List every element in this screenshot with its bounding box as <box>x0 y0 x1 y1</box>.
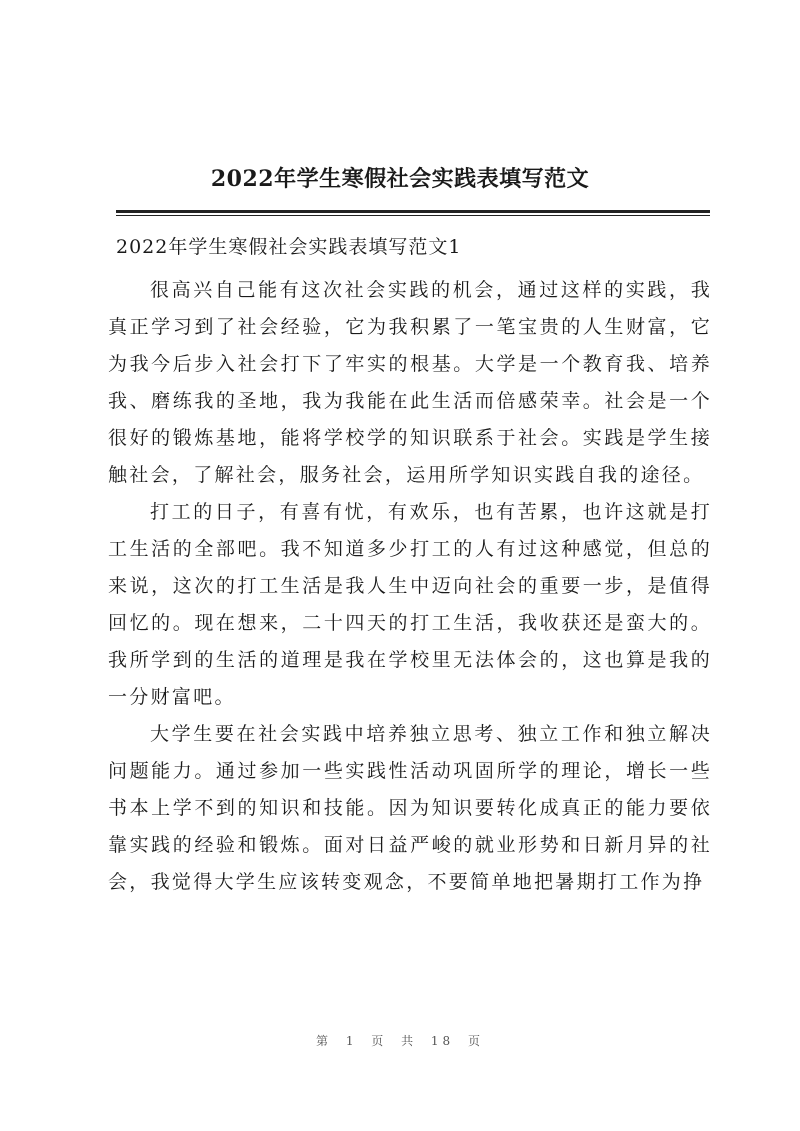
document-body <box>108 272 712 901</box>
document-title: 2022年学生寒假社会实践表填写范文 <box>210 166 590 192</box>
paragraph: 打工的日子，有喜有忧，有欢乐，也有苦累，也许这就是打工生活的全部吧。我不知道多少打工的人有过这种感觉，但总的来说，这次的打工生活是我人生中迈向社会的重要一步，是值得回忆的。现在想来，二十四天的打工生活，我收获还是蛮大的。我所学到的生活的道理是我在学校里无法体会的，这也算是我的一分财富吧。 <box>108 501 712 708</box>
paragraph: 大学生要在社会实践中培养独立思考、独立工作和独立解决问题能力。通过参加一些实践性活动巩固所学的理论，增长一些书本上学不到的知识和技能。因为知识要转化成真正的能力要依靠实践的经验和锻炼。面对日益严峻的就业形势和日新月异的社会，我觉得大学生应该转变观念，不要简单地把暑期打工作为挣 <box>108 723 712 893</box>
paragraph: 很高兴自己能有这次社会实践的机会，通过这样的实践，我真正学习到了社会经验，它为我积累了一笔宝贵的人生财富，它为我今后步入社会打下了牢实的根基。大学是一个教育我、培养我、磨练我的圣地，我为我能在此生活而倍感荣幸。社会是一个很好的锻炼基地，能将学校学的知识联系于社会。实践是学生接触社会，了解社会，服务社会，运用所学知识实践自我的途径。 <box>108 279 712 486</box>
title-divider-thick <box>116 210 710 213</box>
title-divider-thin <box>116 215 710 216</box>
section-heading: 2022年学生寒假社会实践表填写范文1 <box>116 236 462 258</box>
page-footer: 第 1 页 共 18 页 <box>316 1034 484 1048</box>
